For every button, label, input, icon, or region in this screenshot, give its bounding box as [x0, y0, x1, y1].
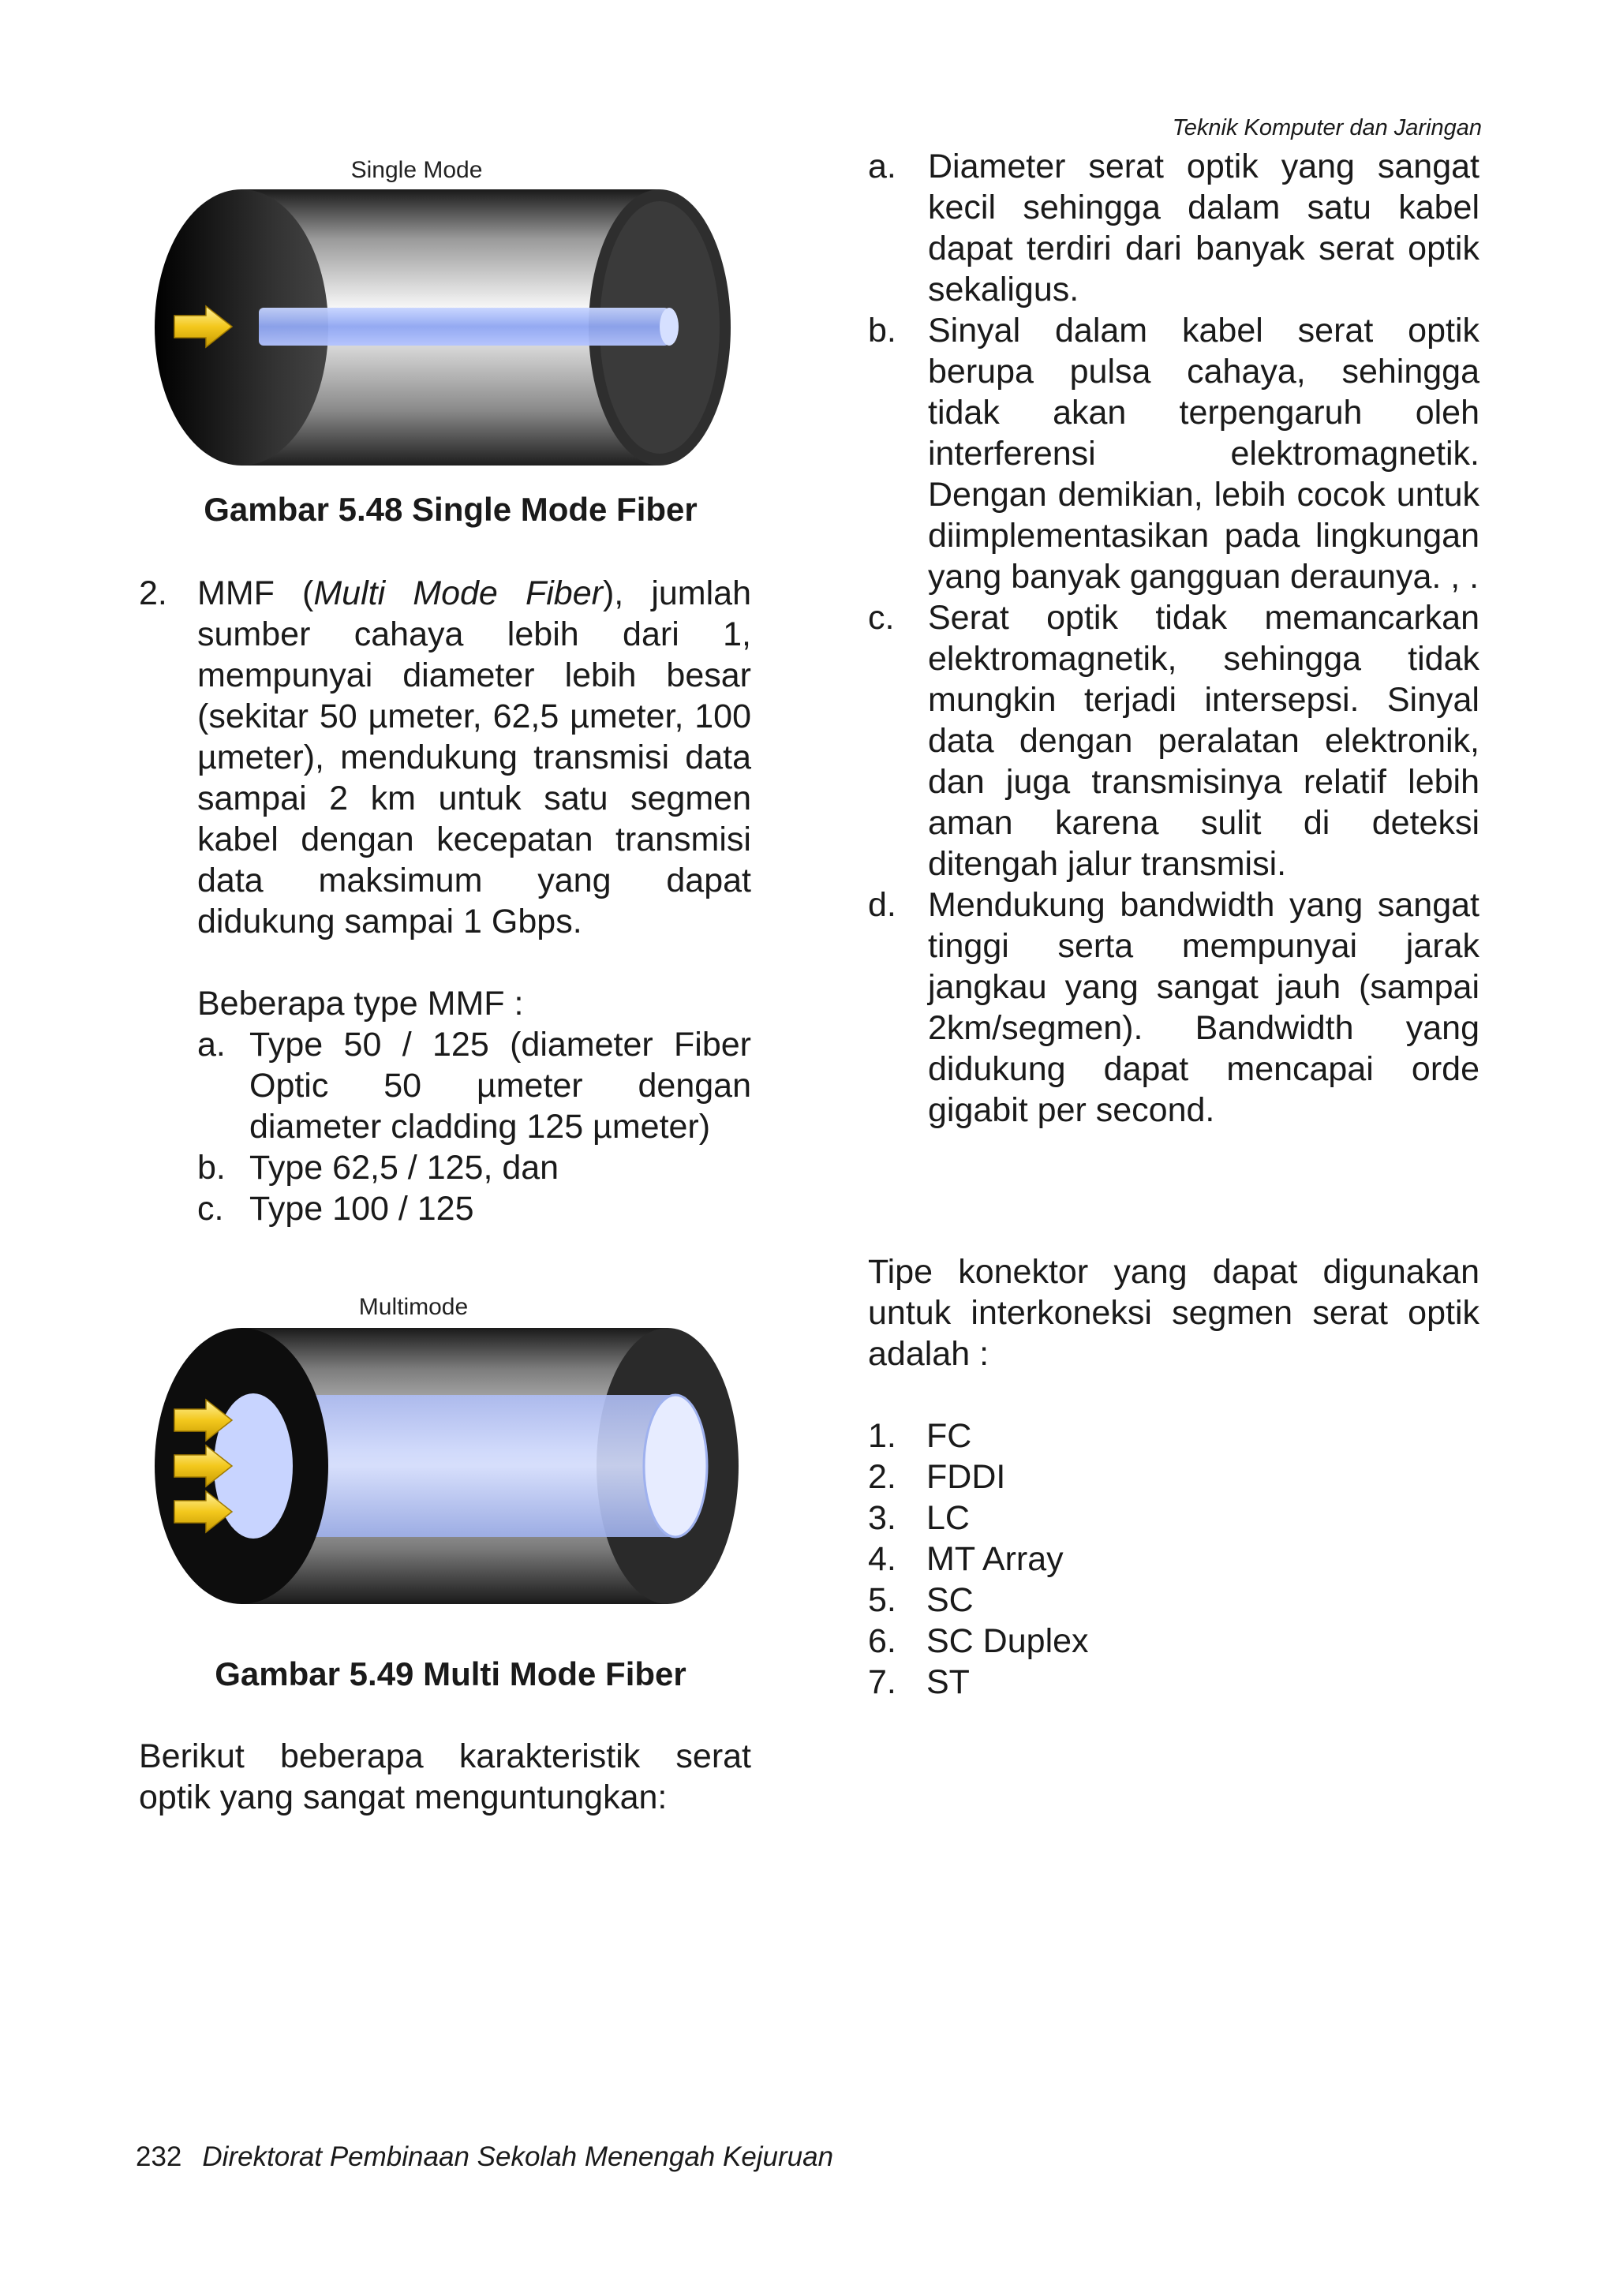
- list-item-body: FDDI: [926, 1458, 1006, 1496]
- list-marker: 7.: [868, 1663, 896, 1701]
- list-marker: c.: [868, 599, 895, 637]
- characteristics-list: [868, 146, 1479, 1131]
- list-item: [868, 884, 1479, 1131]
- list-marker: 2.: [868, 1458, 896, 1496]
- list-item: [868, 1498, 1479, 1539]
- publisher-name: Direktorat Pembinaan Sekolah Menengah Kejuruan: [202, 2141, 834, 2172]
- list-marker: 2.: [139, 574, 167, 612]
- list-item-body: SC: [926, 1581, 974, 1619]
- list-marker: c.: [197, 1190, 224, 1228]
- list-item: [197, 1147, 751, 1188]
- list-marker: 4.: [868, 1540, 896, 1578]
- page-number: 232: [136, 2141, 182, 2172]
- list-item-body: SC Duplex: [926, 1622, 1089, 1660]
- list-marker: d.: [868, 886, 896, 924]
- list-item-body: ST: [926, 1663, 970, 1701]
- list-item: [197, 1024, 751, 1147]
- mmf-type-list: [197, 1024, 751, 1229]
- figure-caption: Gambar 5.49 Multi Mode Fiber: [215, 1655, 686, 1692]
- running-header: Teknik Komputer dan Jaringan: [1172, 115, 1482, 140]
- list-item: [868, 146, 1479, 310]
- list-item: [868, 1662, 1479, 1703]
- list-marker: 5.: [868, 1581, 896, 1619]
- list-item: [868, 1415, 1479, 1457]
- single-mode-fiber-figure: [139, 146, 762, 473]
- list-item: [868, 597, 1479, 884]
- list-item-body: Type 62,5 / 125, dan: [249, 1149, 559, 1187]
- list-item-body: Type 100 / 125: [249, 1190, 474, 1228]
- list-marker: a.: [868, 148, 896, 185]
- list-item: [868, 1539, 1479, 1580]
- types-intro: Beberapa type MMF :: [197, 985, 524, 1023]
- list-marker: 6.: [868, 1622, 896, 1660]
- list-marker: 3.: [868, 1499, 896, 1537]
- list-item: [868, 1457, 1479, 1498]
- list-item: [868, 1580, 1479, 1621]
- list-item: [868, 1621, 1479, 1662]
- list-item-body: Diameter serat optik yang sangat kecil sehingga dalam satu kabel dapat terdiri dari banyak serat optik sekaligus.: [928, 148, 1479, 309]
- list-item-body: Serat optik tidak memancarkan elektromagnetik, sehingga tidak mungkin terjadi intersepsi. Sinyal data dengan peralatan elektronik, dan juga transmisinya relatif lebih aman karena sulit di deteksi ditengah jalur transmisi.: [928, 599, 1479, 883]
- list-item-body: Type 50 / 125 (diameter Fiber Optic 50 µmeter dengan diameter cladding 125 µmeter): [249, 1026, 751, 1146]
- list-marker: b.: [868, 312, 896, 350]
- figure-caption: Gambar 5.48 Single Mode Fiber: [204, 491, 698, 528]
- list-item-body: MT Array: [926, 1540, 1064, 1578]
- connectors-intro: Tipe konektor yang dapat digunakan untuk interkoneksi segmen serat optik adalah :: [868, 1253, 1479, 1373]
- list-item-body: Sinyal dalam kabel serat optik berupa pulsa cahaya, sehingga tidak akan terpengaruh oleh interferensi elektromagnetik. Dengan demikian, lebih cocok untuk diimplementasikan pada lingkungan yang banyak gangguan deraunya. , .: [928, 312, 1479, 596]
- list-marker: b.: [197, 1149, 226, 1187]
- list-item-body: LC: [926, 1499, 970, 1537]
- list-item: [197, 1188, 751, 1229]
- connector-list: [868, 1415, 1479, 1703]
- figure-label: Multimode: [358, 1294, 469, 1320]
- multimode-fiber-figure: [139, 1284, 762, 1616]
- characteristics-intro: Berikut beberapa karakteristik serat optik yang sangat menguntungkan:: [139, 1737, 751, 1816]
- list-item-mmf: [139, 573, 751, 942]
- list-item-body: Mendukung bandwidth yang sangat tinggi serta mempunyai jarak jangkau yang sangat jauh (sampai 2km/segmen). Bandwidth yang didukung dapat mencapai orde gigabit per second.: [928, 886, 1479, 1129]
- list-item-body: MMF (Multi Mode Fiber), jumlah sumber cahaya lebih dari 1, mempunyai diameter lebih besar (sekitar 50 µmeter, 62,5 µmeter, 100 µmeter), mendukung transmisi data sampai 2 km untuk satu segmen kabel dengan kecepatan transmisi data maksimum yang dapat didukung sampai 1 Gbps.: [197, 574, 751, 940]
- list-item: [868, 310, 1479, 597]
- list-marker: 1.: [868, 1417, 896, 1455]
- list-item-body: FC: [926, 1417, 972, 1455]
- figure-label: Single Mode: [350, 157, 483, 183]
- list-marker: a.: [197, 1026, 226, 1064]
- page-footer: [136, 2141, 833, 2173]
